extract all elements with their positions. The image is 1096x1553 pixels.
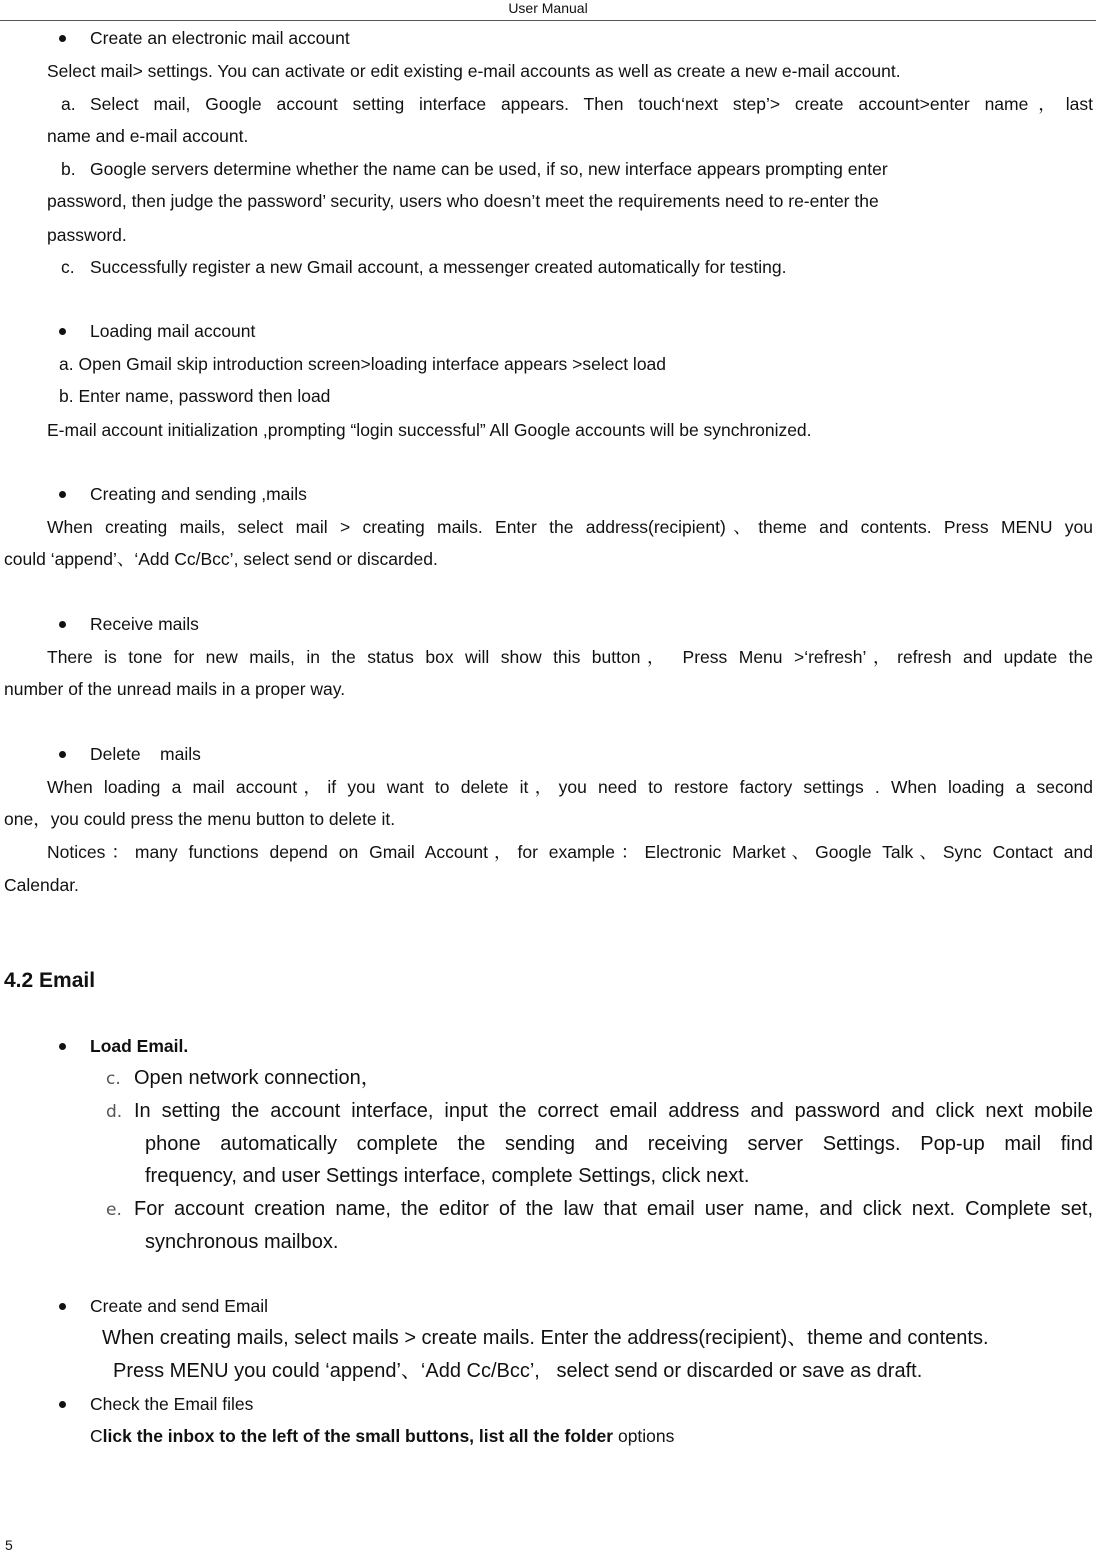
delete-line1: When loading a mail account，if you want to delete it，you need to restore factory settings . When loading a second bbox=[47, 777, 1093, 797]
load-d-label: d. bbox=[106, 1102, 123, 1122]
load-c-label: c. bbox=[106, 1069, 121, 1089]
bullet-receive-mails: Receive mails bbox=[90, 614, 199, 634]
notice-line2: Calendar. bbox=[4, 875, 79, 895]
check-files-first-letter: C bbox=[90, 1426, 103, 1446]
loading-step-b: b. Enter name, password then load bbox=[59, 386, 331, 406]
create-send-line2: Press MENU you could ‘append’、‘Add Cc/Bcc’, select send or discarded or save as draft. bbox=[113, 1360, 923, 1382]
notice-line1: Notices：many functions depend on Gmail Account，for example：Electronic Market、Google Talk、Sync Contact and bbox=[47, 842, 1093, 862]
section-heading-email: 4.2 Email bbox=[4, 969, 96, 992]
bullet-delete-mails: Delete mails bbox=[90, 744, 201, 764]
bullet-load-email: Load Email. bbox=[90, 1036, 189, 1056]
load-c-text: Open network connection， bbox=[134, 1067, 381, 1089]
create-send-line1: When creating mails, select mails > create mails. Enter the address(recipient)、theme and contents. bbox=[102, 1327, 989, 1349]
create-account-intro: Select mail> settings. You can activate or edit existing e-mail accounts as well as create a new e-mail account. bbox=[47, 61, 901, 81]
receive-line2: number of the unread mails in a proper way. bbox=[4, 679, 346, 699]
bullet-create-send-email: Create and send Email bbox=[90, 1296, 269, 1316]
creating-sending-line1: When creating mails, select mail > creating mails. Enter the address(recipient)、theme and contents. Press MENU you bbox=[47, 517, 1093, 537]
step-a-label: a. bbox=[61, 94, 76, 114]
step-a-line1: Select mail, Google account setting interface appears. Then touch‘next step’> create account>enter name，last bbox=[90, 94, 1093, 114]
loading-note: E-mail account initialization ,prompting “login successful” All Google accounts will be synchronized. bbox=[47, 420, 812, 440]
step-b-label: b. bbox=[61, 159, 76, 179]
step-c-label: c. bbox=[61, 257, 75, 277]
receive-line1: There is tone for new mails, in the status box will show this button， Press Menu >‘refresh’，refresh and update the bbox=[47, 647, 1093, 667]
step-b-line2: password, then judge the password’ security, users who doesn’t meet the requirements need to re-enter the bbox=[47, 191, 879, 211]
bullet-check-email-files: Check the Email files bbox=[90, 1394, 254, 1414]
page-header: User Manual bbox=[0, 0, 1096, 21]
delete-line2: one，you could press the menu button to delete it. bbox=[4, 809, 396, 829]
check-files-bold-text: lick the inbox to the left of the small buttons, list all the folder bbox=[102, 1426, 614, 1446]
load-e-line2: synchronous mailbox. bbox=[145, 1231, 339, 1253]
creating-sending-line2: could ‘append’、‘Add Cc/Bcc’, select send or discarded. bbox=[4, 549, 438, 569]
step-b-line3: password. bbox=[47, 225, 127, 245]
page-number: 5 bbox=[5, 1537, 13, 1553]
bullet-creating-sending: Creating and sending ,mails bbox=[90, 484, 307, 504]
load-d-line1: In setting the account interface, input the correct email address and password and click next mobile bbox=[134, 1100, 1093, 1122]
load-e-line1: For account creation name, the editor of the law that email user name, and click next. Complete set, bbox=[134, 1198, 1093, 1220]
load-d-line2: phone automatically complete the sending and receiving server Settings. Pop-up mail find bbox=[145, 1133, 1093, 1155]
bullet-create-account: Create an electronic mail account bbox=[90, 28, 350, 48]
loading-step-a: a. Open Gmail skip introduction screen>loading interface appears >select load bbox=[59, 354, 667, 374]
step-c-line1: Successfully register a new Gmail account, a messenger created automatically for testing. bbox=[90, 257, 787, 277]
step-b-line1: Google servers determine whether the name can be used, if so, new interface appears prompting enter bbox=[90, 159, 888, 179]
load-e-label: e. bbox=[106, 1200, 122, 1220]
check-files-text bbox=[90, 1425, 674, 1447]
check-files-tail: options bbox=[613, 1426, 675, 1446]
load-d-line3: frequency, and user Settings interface, complete Settings, click next. bbox=[145, 1165, 750, 1187]
step-a-line2: name and e-mail account. bbox=[47, 126, 249, 146]
bullet-loading-account: Loading mail account bbox=[90, 321, 256, 341]
